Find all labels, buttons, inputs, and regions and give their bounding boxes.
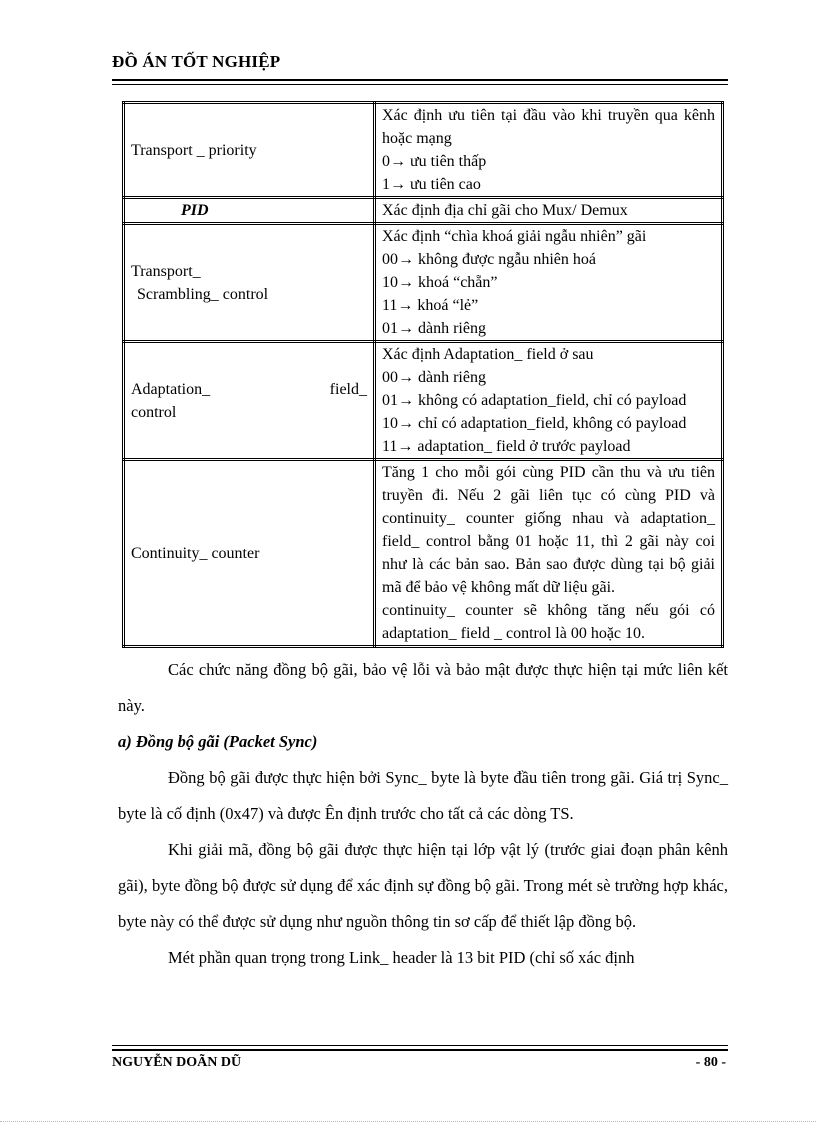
- table-row: [124, 342, 723, 460]
- field-description-table: [122, 101, 724, 648]
- table-row: [124, 198, 723, 224]
- desc-line: 11→ adaptation_ field ở trước payload: [382, 438, 631, 455]
- paragraph: Khi giải mã, đồng bộ gãi được thực hiện tại lớp vật lý (trước giai đoạn phân kênh gãi), byte đồng bộ được sử dụng để xác định sự đồng bộ gãi. Trong mét sè trường hợp khác, byte này có thể được sử dụng như nguồn thông tin sơ cấp để thiết lập đồng bộ.: [118, 840, 728, 931]
- field-name-cell: Transport _ priority: [124, 103, 375, 198]
- field-desc-cell: [375, 224, 723, 342]
- desc-line: Xác định Adaptation_ field ở sau: [382, 346, 594, 363]
- desc-line: Xác định địa chỉ gãi cho Mux/ Demux: [382, 202, 628, 219]
- body-text: [118, 652, 728, 976]
- table-row: [124, 224, 723, 342]
- footer-author: NGUYỄN DOÃN DŨ: [112, 1055, 242, 1070]
- page-header-title: ĐỒ ÁN TỐT NGHIỆP: [112, 52, 281, 71]
- field-desc-cell: [375, 198, 723, 224]
- desc-line: 11→ khoá “lẻ”: [382, 297, 479, 314]
- desc-line: continuity_ counter sẽ không tăng nếu gói có adaptation_ field _ control là 00 hoặc 10.: [382, 602, 715, 642]
- field-desc-cell: [375, 460, 723, 647]
- desc-line: Tăng 1 cho mỗi gói cùng PID cần thu và ưu tiên truyền đi. Nếu 2 gãi liên tục có cùng PID và continuity_ counter giống nhau và adaptation_ field_ control bằng 01 hoặc 11, thì 2 gãi này coi như là các bản sao. Bản sao được dùng tại bộ giải mã để bảo vệ không mất dữ liệu gãi.: [382, 464, 715, 596]
- paragraph: Các chức năng đồng bộ gãi, bảo vệ lỗi và bảo mật được thực hiện tại mức liên kết này.: [118, 660, 728, 715]
- footer-rule-thick: [112, 1049, 728, 1051]
- page-edge-divider: [0, 1121, 816, 1122]
- field-name-cell: Continuity_ counter: [124, 460, 375, 647]
- section-subheading: a) Đồng bộ gãi (Packet Sync): [118, 732, 318, 751]
- field-name-cell: PID: [124, 198, 375, 224]
- field-desc-cell: [375, 342, 723, 460]
- desc-line: 1→ ưu tiên cao: [382, 176, 481, 193]
- field-desc-cell: [375, 103, 723, 198]
- paragraph: Đồng bộ gãi được thực hiện bởi Sync_ byte là byte đầu tiên trong gãi. Giá trị Sync_ byte là cố định (0x47) và được Ên định trước cho tất cả các dòng TS.: [118, 768, 728, 823]
- desc-line: 0→ ưu tiên thấp: [382, 153, 487, 170]
- desc-line: 01→ dành riêng: [382, 320, 486, 337]
- field-name-cell: Transport_ Scrambling_ control: [124, 224, 375, 342]
- footer-rule-thin: [112, 1045, 728, 1046]
- field-name-cell: Adaptation_ field_ control: [124, 342, 375, 460]
- desc-line: 10→ khoá “chẵn”: [382, 274, 498, 291]
- paragraph: Mét phần quan trọng trong Link_ header là 13 bit PID (chỉ số xác định: [168, 948, 635, 967]
- desc-line: 00→ dành riêng: [382, 369, 486, 386]
- desc-line: Xác định “chìa khoá giải ngẫu nhiên” gãi: [382, 228, 647, 245]
- desc-line: 01→ không có adaptation_field, chỉ có payload: [382, 392, 687, 409]
- table-row: [124, 460, 723, 647]
- desc-line: Xác định ưu tiên tại đầu vào khi truyền qua kênh hoặc mạng: [382, 107, 715, 147]
- header-rule-thick: [112, 79, 728, 81]
- page-number: - 80 -: [695, 1055, 726, 1070]
- desc-line: 10→ chỉ có adaptation_field, không có payload: [382, 415, 687, 432]
- desc-line: 00→ không được ngẫu nhiên hoá: [382, 251, 596, 268]
- table-row: [124, 103, 723, 198]
- header-rule-thin: [112, 84, 728, 85]
